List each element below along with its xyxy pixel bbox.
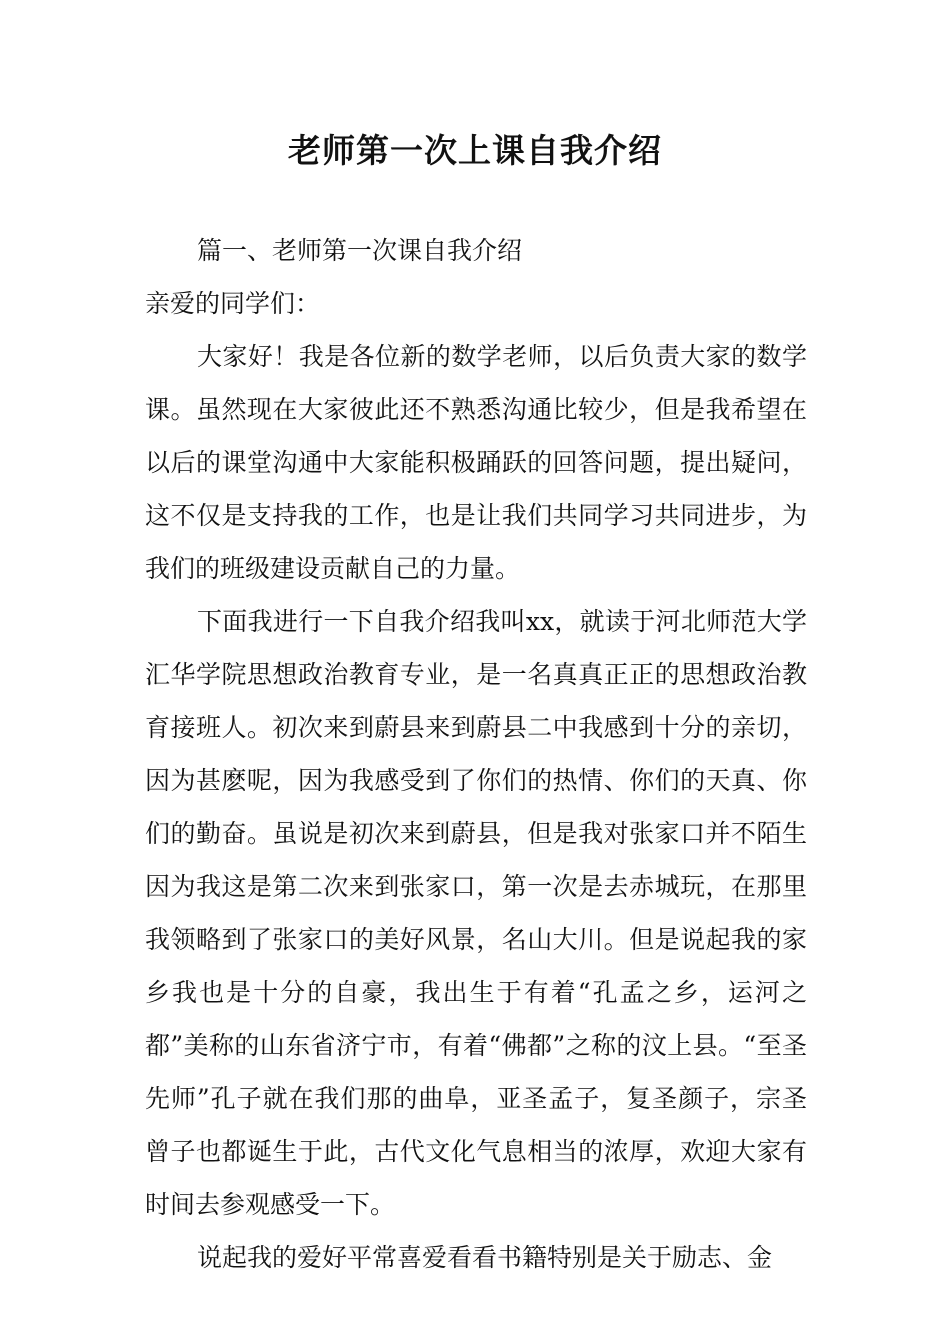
section-heading: 篇一、老师第一次课自我介绍	[197, 236, 523, 265]
document-title: 老师第一次上课自我介绍	[288, 131, 662, 170]
paragraph-introduction: 下面我进行一下自我介绍我叫xx，就读于河北师范大学汇华学院思想政治教育专业，是一名真真正正的思想政治教育接班人。初次来到蔚县来到蔚县二中我感到十分的亲切，因为甚麽呢，因为我感受到了你们的热情、你们的天真、你们的勤奋。虽说是初次来到蔚县，但是我对张家口并不陌生因为我这是第二次来到张家口，第一次是去赤城玩，在那里我领略到了张家口的美好风景，名山大川。但是说起我的家乡我也是十分的自豪，我出生于有着“孔孟之乡，运河之都”美称的山东省济宁市，有着“佛都”之称的汶上县。“至圣先师”孔子就在我们那的曲阜，亚圣孟子，复圣颜子，宗圣曾子也都诞生于此，古代文化气息相当的浓厚，欢迎大家有时间去参观感受一下。	[145, 607, 807, 1219]
document-body	[145, 224, 807, 1284]
salutation: 亲爱的同学们：	[145, 289, 321, 318]
paragraph-greeting: 大家好！我是各位新的数学老师，以后负责大家的数学课。虽然现在大家彼此还不熟悉沟通比较少，但是我希望在以后的课堂沟通中大家能积极踊跃的回答问题，提出疑问，这不仅是支持我的工作，也是让我们共同学习共同进步，为我们的班级建设贡献自己的力量。	[145, 342, 807, 583]
paragraph-hobbies: 说起我的爱好平常喜爱看看书籍特别是关于励志、金	[197, 1243, 773, 1272]
